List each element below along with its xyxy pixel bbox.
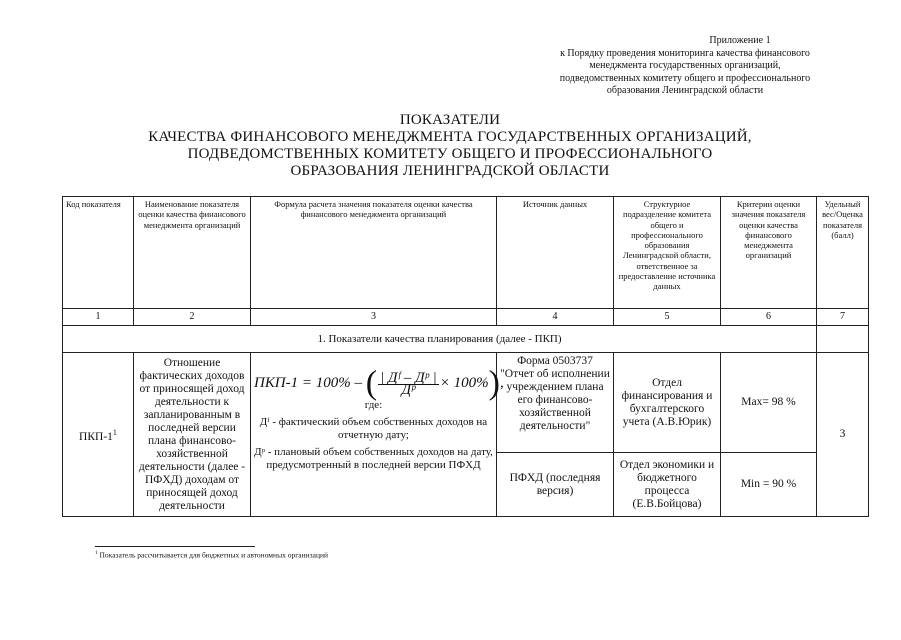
footnote-divider (95, 546, 255, 547)
column-number: 3 (251, 309, 497, 326)
column-number: 4 (497, 309, 614, 326)
header-cell: Источник данных (497, 197, 614, 309)
title-line: ПОДВЕДОМСТВЕННЫХ КОМИТЕТУ ОБЩЕГО И ПРОФЕССИОНАЛЬНОГО (187, 146, 713, 162)
header-cell: Код показателя (63, 197, 134, 309)
indicator-name: Отношение фактических доходов от приносящей доход деятельности к запланированным в последней версии плана финансово-хозяйственной деятельности (далее - ПФХД) доходам от приносящей доход деятельности (134, 353, 251, 517)
indicator-code (63, 353, 134, 517)
appendix-line: подведомственных комитету общего и профессионального (559, 72, 811, 84)
formula-expression: ПКП-1 = 100% – ( $\frac{\text{| Дᶠ – Дᵖ |}}{\text{Дᵖ}}$ × 100%), (254, 364, 504, 402)
department-1: Отдел финансирования и бухгалтерского учета (А.В.Юрик) (614, 353, 721, 453)
data-source-1: Форма 0503737 "Отчет об исполнении учреждением плана его финансово-хозяйственной деятельности" (497, 353, 614, 453)
table-row (63, 353, 869, 453)
section-empty-cell (817, 326, 869, 353)
appendix-line: к Порядку проведения мониторинга качества финансового (560, 47, 810, 59)
header-cell: Структурное подразделение комитета общего и профессионального образования Ленинградской области, ответственное за предоставление источника данных (614, 197, 721, 309)
appendix-line: образования Ленинградской области (606, 85, 764, 96)
appendix-line: Приложение 1 (709, 35, 771, 46)
header-cell: Удельный вес/Оценка показателя (балл) (817, 197, 869, 309)
column-number: 1 (63, 309, 134, 326)
section-title: 1. Показатели качества планирования (далее - ПКП) (63, 326, 817, 353)
table-header-row (63, 197, 869, 309)
column-number: 5 (614, 309, 721, 326)
formula-paren-close: ) (488, 364, 500, 402)
column-number: 7 (817, 309, 869, 326)
formula-desc-fact: Дᶠ - фактический объем собственных доходов на отчетную дату; (259, 415, 488, 441)
indicator-code-text: ПКП-1 (79, 430, 113, 443)
formula-lhs: ПКП-1 = 100% – (254, 375, 362, 392)
formula-paren-open: ( (365, 364, 378, 402)
title-line: КАЧЕСТВА ФИНАНСОВОГО МЕНЕДЖМЕНТА ГОСУДАРСТВЕННЫХ ОРГАНИЗАЦИЙ, (148, 129, 752, 145)
criteria-min: Min = 90 % (721, 453, 817, 517)
data-source-2: ПФХД (последняя версия) (497, 453, 614, 517)
header-cell: Критерии оценки значения показателя оценки качества финансового менеджмента организаций (721, 197, 817, 309)
header-cell: Формула расчета значения показателя оценки качества финансового менеджмента организаций (251, 197, 497, 309)
column-number-row (63, 309, 869, 326)
section-row (63, 326, 869, 353)
formula-numerator: | Дᶠ – Дᵖ | (380, 370, 437, 387)
formula-denominator: Дᵖ (401, 381, 416, 398)
title-line: ПОКАЗАТЕЛИ (399, 112, 501, 128)
formula-tail: × 100% (439, 375, 489, 392)
footnote (95, 550, 328, 560)
title-line: ОБРАЗОВАНИЯ ЛЕНИНГРАДСКОЙ ОБЛАСТИ (290, 163, 610, 179)
header-cell: Наименование показателя оценки качества финансового менеджмента организаций (134, 197, 251, 309)
footnote-ref: 1 (112, 427, 117, 437)
weight-score: 3 (817, 353, 869, 517)
criteria-max: Max= 98 % (721, 353, 817, 453)
formula-where: где: (364, 398, 383, 411)
appendix-block (520, 35, 850, 98)
indicator-formula (251, 353, 504, 517)
department-2: Отдел экономики и бюджетного процесса (Е.В.Бойцова) (614, 453, 721, 517)
column-number: 6 (721, 309, 817, 326)
footnote-text: Показатель рассчитывается для бюджетных и автономных организаций (99, 550, 328, 560)
appendix-line: менеджмента государственных организаций, (589, 60, 781, 71)
document-title (100, 112, 800, 180)
formula-desc-plan: Дᵖ - плановый объем собственных доходов на дату, предусмотренный в последней версии ПФХД (254, 445, 493, 471)
formula-fraction (378, 370, 439, 398)
column-number: 2 (134, 309, 251, 326)
footnote-mark: 1 (95, 550, 98, 556)
indicators-table (62, 196, 869, 517)
